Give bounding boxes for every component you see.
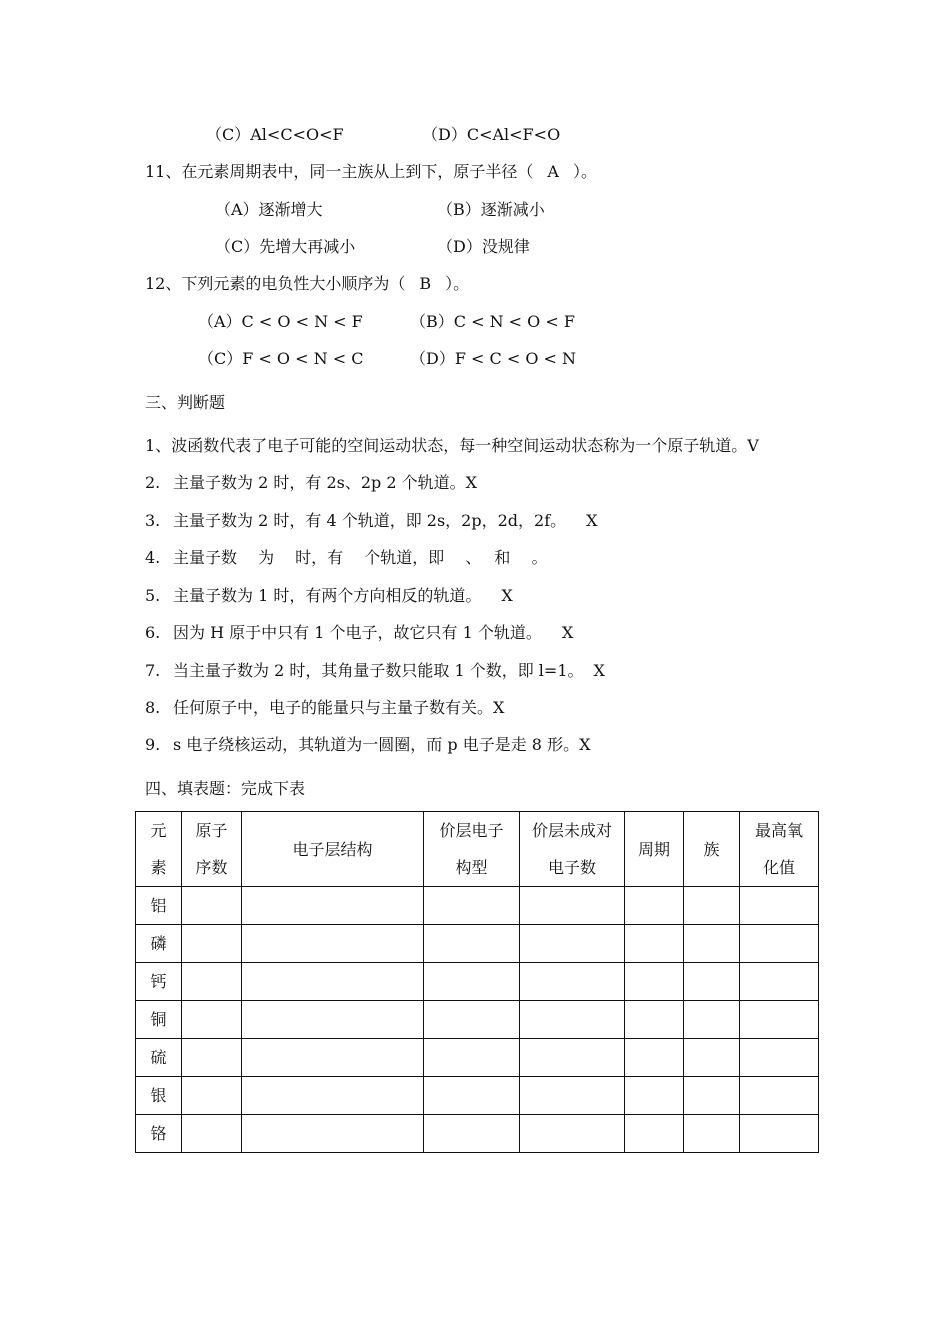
blank-cell-unpaired-electrons[interactable] — [520, 887, 625, 925]
blank-cell-period[interactable] — [625, 1077, 684, 1115]
judge-item-num: 3. — [145, 511, 161, 530]
judge-item-5 — [145, 586, 513, 606]
judge-item-mark: V — [747, 436, 759, 455]
q12-stem-after: ）。 — [445, 274, 470, 293]
judge-item-text: 主量子数为 2 时，有 4 个轨道，即 2s，2p，2d，2f。 — [173, 511, 567, 530]
blank-cell-period[interactable] — [625, 1039, 684, 1077]
judge-item-num: 7. — [145, 661, 161, 680]
table-row — [136, 887, 819, 925]
q11-stem-after: ）。 — [572, 162, 597, 181]
judge-item-7 — [145, 661, 605, 681]
blank-cell-unpaired-electrons[interactable] — [520, 1077, 625, 1115]
q12-stem-before: 12、下列元素的电负性大小顺序为（ — [145, 274, 406, 293]
blank-cell-unpaired-electrons[interactable] — [520, 1115, 625, 1153]
blank-cell-group[interactable] — [684, 1077, 740, 1115]
judge-item-text: 主量子数为 1 时，有两个方向相反的轨道。 — [173, 586, 482, 605]
blank-cell-atomic-number[interactable] — [182, 1039, 242, 1077]
judge-item-mark: X — [501, 586, 513, 605]
judge-item-text: 主量子数为 2 时，有 2s、2p 2 个轨道。 — [173, 473, 466, 492]
q11-option-c: （C）先增大再减小 — [215, 237, 356, 256]
q12-option-b: （B）C < N < O < F — [410, 312, 575, 331]
element-name-cell: 铜 — [136, 1001, 182, 1039]
blank-cell-max-oxidation[interactable] — [740, 925, 819, 963]
element-name-cell: 硫 — [136, 1039, 182, 1077]
blank-cell-electron-structure[interactable] — [242, 1001, 424, 1039]
blank-cell-unpaired-electrons[interactable] — [520, 963, 625, 1001]
q10-option-d: （D）C<Al<F<O — [422, 125, 561, 144]
judge-item-4 — [145, 548, 548, 568]
blank-cell-period[interactable] — [625, 887, 684, 925]
judge-item-num: 9. — [145, 735, 161, 754]
header-valence-config: 价层电子 构型 — [424, 812, 520, 887]
blank-cell-unpaired-electrons[interactable] — [520, 925, 625, 963]
judge-item-mark: X — [493, 698, 505, 717]
judge-item-text: s 电子绕核运动，其轨道为一圆圈，而 p 电子是走 8 形。 — [173, 735, 580, 754]
header-unpaired-electrons: 价层未成对 电子数 — [520, 812, 625, 887]
judge-item-2 — [145, 473, 477, 493]
judge-item-3 — [145, 511, 598, 531]
table-row — [136, 1001, 819, 1039]
blank-cell-electron-structure[interactable] — [242, 1077, 424, 1115]
blank-cell-electron-structure[interactable] — [242, 963, 424, 1001]
blank-cell-period[interactable] — [625, 925, 684, 963]
judge-item-num: 5. — [145, 586, 161, 605]
blank-cell-max-oxidation[interactable] — [740, 1077, 819, 1115]
element-table — [135, 811, 819, 1153]
section3-title: 三、判断题 — [145, 393, 226, 412]
blank-cell-group[interactable] — [684, 925, 740, 963]
blank-cell-atomic-number[interactable] — [182, 963, 242, 1001]
blank-cell-group[interactable] — [684, 1039, 740, 1077]
judge-item-1 — [145, 436, 759, 456]
element-name-cell: 银 — [136, 1077, 182, 1115]
element-name-cell: 磷 — [136, 925, 182, 963]
section4-title: 四、填表题：完成下表 — [145, 779, 306, 798]
judge-item-num: 4. — [145, 548, 161, 567]
blank-cell-atomic-number[interactable] — [182, 1001, 242, 1039]
judge-item-mark: X — [465, 473, 477, 492]
blank-cell-max-oxidation[interactable] — [740, 963, 819, 1001]
judge-item-9 — [145, 735, 590, 755]
blank-cell-valence-config[interactable] — [424, 1115, 520, 1153]
blank-cell-atomic-number[interactable] — [182, 1115, 242, 1153]
header-atomic-number: 原子 序数 — [182, 812, 242, 887]
judge-item-text: 主量子数 为 时，有 个轨道，即 、 和 。 — [173, 548, 548, 567]
judge-item-mark: X — [579, 735, 591, 754]
q11-option-b: （B）逐渐减小 — [437, 200, 545, 219]
blank-cell-group[interactable] — [684, 1001, 740, 1039]
judge-item-mark: X — [593, 661, 605, 680]
table-row — [136, 963, 819, 1001]
table-row — [136, 1115, 819, 1153]
q11-answer: A — [547, 162, 559, 181]
header-group: 族 — [684, 812, 740, 887]
blank-cell-atomic-number[interactable] — [182, 887, 242, 925]
blank-cell-valence-config[interactable] — [424, 963, 520, 1001]
blank-cell-period[interactable] — [625, 1001, 684, 1039]
judge-item-mark: X — [561, 623, 574, 642]
element-name-cell: 钙 — [136, 963, 182, 1001]
table-row — [136, 1077, 819, 1115]
table-header-row — [136, 812, 819, 887]
element-name-cell: 铝 — [136, 887, 182, 925]
q12-option-d: （D）F < C < O < N — [410, 349, 577, 368]
blank-cell-max-oxidation[interactable] — [740, 887, 819, 925]
header-element: 元 素 — [136, 812, 182, 887]
blank-cell-period[interactable] — [625, 1115, 684, 1153]
table-body — [136, 887, 819, 1153]
blank-cell-period[interactable] — [625, 963, 684, 1001]
header-electron-structure: 电子层结构 — [242, 812, 424, 887]
judge-item-num: 1、 — [145, 436, 172, 455]
judge-item-text: 因为 H 原于中只有 1 个电子，故它只有 1 个轨道。 — [173, 623, 542, 642]
blank-cell-electron-structure[interactable] — [242, 925, 424, 963]
q11-option-a: （A）逐渐增大 — [215, 200, 323, 219]
blank-cell-valence-config[interactable] — [424, 1039, 520, 1077]
q12-option-a: （A）C < O < N < F — [198, 312, 363, 331]
table-row — [136, 1039, 819, 1077]
header-period: 周期 — [625, 812, 684, 887]
judge-item-num: 8. — [145, 698, 161, 717]
judge-item-text: 当主量子数为 2 时，其角量子数只能取 1 个数，即 l=1。 — [173, 661, 584, 680]
blank-cell-electron-structure[interactable] — [242, 1115, 424, 1153]
table-row — [136, 925, 819, 963]
q11-option-d: （D）没规律 — [437, 237, 530, 256]
judge-item-text: 波函数代表了电子可能的空间运动状态，每一种空间运动状态称为一个原子轨道。 — [171, 436, 748, 455]
blank-cell-atomic-number[interactable] — [182, 925, 242, 963]
blank-cell-group[interactable] — [684, 1115, 740, 1153]
element-name-cell: 铬 — [136, 1115, 182, 1153]
judge-item-num: 6. — [145, 623, 161, 642]
blank-cell-valence-config[interactable] — [424, 887, 520, 925]
blank-cell-valence-config[interactable] — [424, 925, 520, 963]
judge-item-8 — [145, 698, 504, 718]
q11-stem-before: 11、在元素周期表中，同一主族从上到下，原子半径（ — [145, 162, 534, 181]
blank-cell-group[interactable] — [684, 887, 740, 925]
blank-cell-unpaired-electrons[interactable] — [520, 1001, 625, 1039]
blank-cell-electron-structure[interactable] — [242, 1039, 424, 1077]
q12-stem — [145, 274, 469, 294]
q12-option-c: （C）F < O < N < C — [198, 349, 364, 368]
blank-cell-valence-config[interactable] — [424, 1001, 520, 1039]
blank-cell-unpaired-electrons[interactable] — [520, 1039, 625, 1077]
blank-cell-electron-structure[interactable] — [242, 887, 424, 925]
blank-cell-group[interactable] — [684, 963, 740, 1001]
judge-item-text: 任何原子中，电子的能量只与主量子数有关。 — [173, 698, 494, 717]
judge-item-num: 2. — [145, 473, 161, 492]
q10-option-c: （C）Al<C<O<F — [206, 125, 344, 144]
blank-cell-max-oxidation[interactable] — [740, 1039, 819, 1077]
judge-item-mark: X — [586, 511, 598, 530]
blank-cell-valence-config[interactable] — [424, 1077, 520, 1115]
judge-item-6 — [145, 623, 573, 643]
blank-cell-atomic-number[interactable] — [182, 1077, 242, 1115]
blank-cell-max-oxidation[interactable] — [740, 1115, 819, 1153]
q12-answer: B — [419, 274, 432, 293]
blank-cell-max-oxidation[interactable] — [740, 1001, 819, 1039]
q11-stem — [145, 162, 597, 182]
header-max-oxidation: 最高氧 化值 — [740, 812, 819, 887]
